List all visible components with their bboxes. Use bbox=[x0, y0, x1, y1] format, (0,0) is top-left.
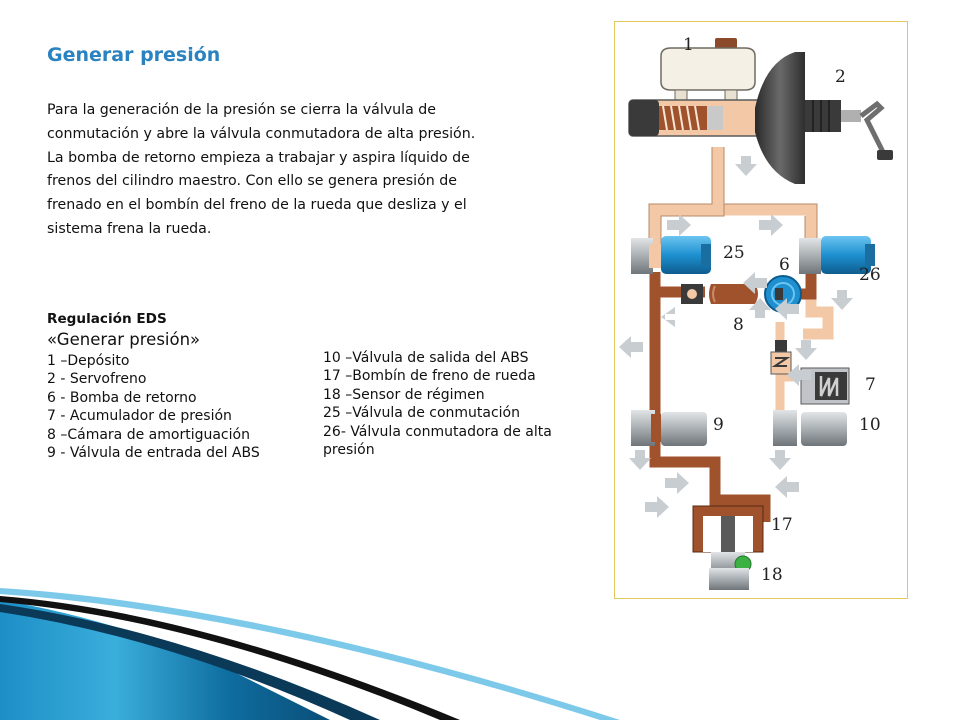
arrow-right-icon bbox=[645, 496, 669, 518]
abs-inlet-valve-9 bbox=[631, 410, 707, 446]
label-17: 17 bbox=[771, 515, 793, 535]
eds-heading: Regulación EDS bbox=[47, 311, 167, 327]
master-cylinder bbox=[629, 100, 769, 136]
legend-item: 7 - Acumulador de presión bbox=[47, 408, 232, 425]
switchover-valve-25 bbox=[631, 236, 711, 274]
legend-item: 2 - Servofreno bbox=[47, 371, 147, 388]
arrow-down-icon bbox=[795, 340, 817, 360]
brake-system-diagram bbox=[614, 21, 908, 599]
legend-item: 6 - Bomba de retorno bbox=[47, 389, 197, 406]
diagram-svg bbox=[615, 22, 907, 598]
arrow-right-icon bbox=[667, 214, 691, 236]
arrow-down-icon bbox=[831, 290, 853, 310]
legend-item: 17 –Bombín de freno de rueda bbox=[323, 368, 536, 385]
eds-subheading: «Generar presión» bbox=[47, 330, 201, 349]
arrow-right-icon bbox=[759, 214, 783, 236]
brake-booster bbox=[755, 52, 893, 184]
label-10: 10 bbox=[859, 415, 881, 435]
arrow-right-icon bbox=[665, 472, 689, 494]
decorative-swoosh bbox=[0, 560, 960, 720]
label-25: 25 bbox=[723, 243, 745, 263]
arrow-down-icon bbox=[735, 156, 757, 176]
arrow-left-icon bbox=[775, 476, 799, 498]
damping-chamber-8 bbox=[681, 284, 758, 304]
label-1: 1 bbox=[683, 35, 694, 55]
legend-right bbox=[323, 349, 563, 459]
abs-outlet-valve-10 bbox=[773, 410, 847, 446]
legend-left bbox=[47, 352, 260, 462]
supply-line-left bbox=[655, 147, 718, 250]
intro-paragraph-1: Para la generación de la presión se cierra la válvula de conmutación y abre la válvula conmutadora de alta presión. bbox=[47, 102, 476, 142]
legend-item: 10 –Válvula de salida del ABS bbox=[323, 350, 529, 366]
legend-item: 25 –Válvula de conmutación bbox=[323, 405, 520, 422]
label-9: 9 bbox=[713, 415, 724, 435]
label-26: 26 bbox=[859, 265, 881, 285]
arrow-left-icon bbox=[661, 307, 675, 327]
legend-item: 26- Válvula conmutadora de alta presión bbox=[323, 423, 552, 459]
intro-paragraph-2: La bomba de retorno empieza a trabajar y aspira líquido de frenos del cilindro maestro. Con ello se genera presión de frenado en el bombín del freno de la rueda que desliza y el sistema frena la rueda. bbox=[47, 149, 470, 237]
reservoir bbox=[661, 38, 755, 100]
label-2: 2 bbox=[835, 67, 846, 87]
label-6: 6 bbox=[779, 255, 790, 275]
label-18: 18 bbox=[761, 565, 783, 585]
label-8: 8 bbox=[733, 315, 744, 335]
legend-item: 8 –Cámara de amortiguación bbox=[47, 426, 250, 443]
check-valves bbox=[771, 340, 791, 374]
label-7: 7 bbox=[865, 375, 876, 395]
arrow-down-icon bbox=[769, 450, 791, 470]
legend-item: 9 - Válvula de entrada del ABS bbox=[47, 445, 260, 462]
slide-title: Generar presión bbox=[47, 44, 221, 66]
intro-text bbox=[47, 99, 477, 242]
legend-item: 1 –Depósito bbox=[47, 353, 130, 369]
arrow-down-icon bbox=[629, 450, 651, 470]
legend-item: 18 –Sensor de régimen bbox=[323, 386, 485, 403]
arrow-left-icon bbox=[619, 336, 643, 358]
